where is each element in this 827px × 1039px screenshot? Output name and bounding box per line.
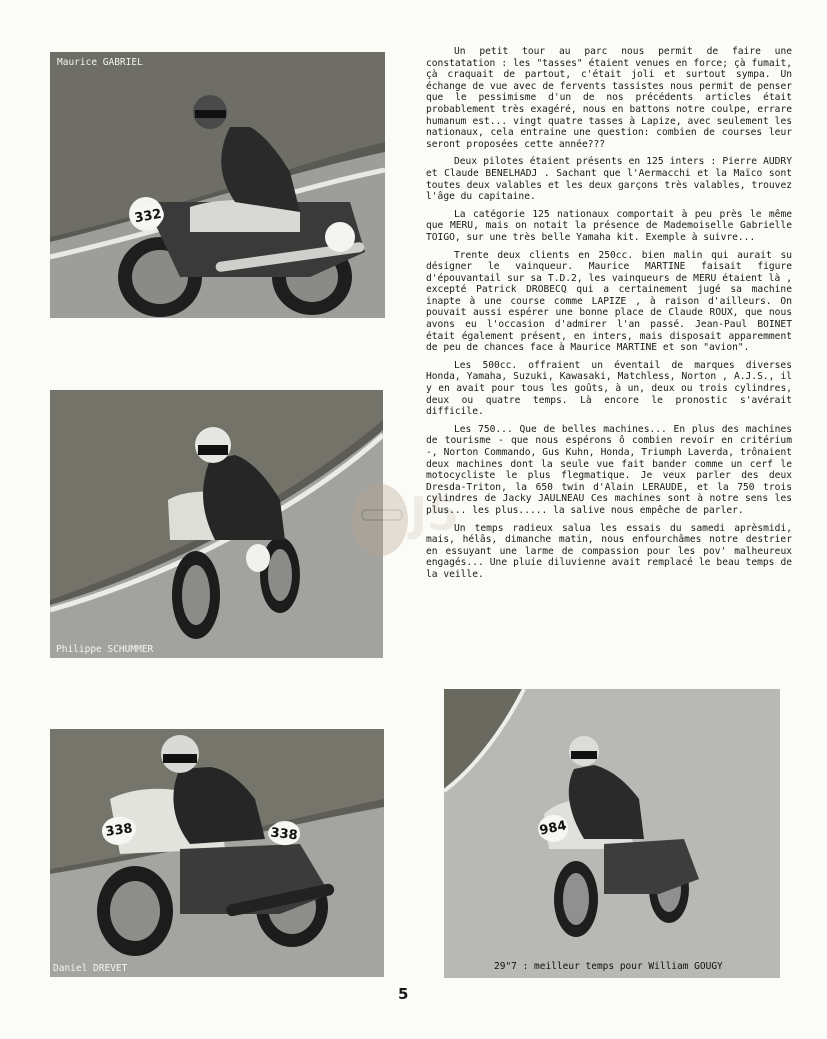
article-paragraph: Trente deux clients en 250cc. bien malin qui aurait su désigner le vainqueur. Maurice MARTINE faisait figure d'épouvantail sur sa T.D.2, les vainqueurs de MERU étaient là , excepté Patrick DROBECQ qui a certainement jugé sa machine inapte à une course comme LAPIZE , à raison d'ailleurs. On pouvait aussi espérer une bonne place de Claude ROUX, que nous avons eu l'occasion d'admirer l'an passé. Jean-Paul BOINET était également présent, en inters, mais disposait apparemment de peu de chances face à Maurice MARTINE et son "avion". bbox=[426, 249, 792, 354]
photo-philippe-schummer bbox=[50, 390, 383, 658]
page-number: 5 bbox=[398, 985, 409, 1003]
photo-caption: Daniel DREVET bbox=[53, 963, 128, 974]
photo-maurice-gabriel bbox=[50, 52, 385, 318]
article-paragraph: Un temps radieux salua les essais du samedi aprèsmidi, mais, hélâs, dimanche matin, nous enfourchâmes notre destrier en essuyant une larme de compassion pour les pov' malheureux engagés... Une pluie diluvienne avait remplacé le beau temps de la veille. bbox=[426, 522, 792, 580]
motorcycle-photo-image bbox=[50, 729, 384, 977]
article-paragraph: Un petit tour au parc nous permit de faire une constatation : les "tasses" étaient venues en force; çà fumait, çà craquait de partout, c'était joli et surtout sympa. Un échange de vue avec de fervents tassistes nous permit de penser que le pessimisme d'un de nos précédents articles était probablement très exagéré, nous en battons notre coulpe, errare humanum est... vingt quatre tasses à Lapize, avec seulement les nationaux, cela entraine une question: combien de courses leur seront proposées cette année??? bbox=[426, 46, 792, 150]
svg-text:J5: J5 bbox=[410, 487, 460, 541]
photo-william-gougy bbox=[444, 689, 780, 978]
article-paragraph: Les 500cc. offraient un éventail de marques diverses Honda, Yamaha, Suzuki, Kawasaki, Matchless, Norton , A.J.S., il y en avait pour tous les goûts, à un, deux ou trois cylindres, deux ou quatre temps. Là encore le pronostic s'avérait difficile. bbox=[426, 359, 792, 418]
article-paragraph: Deux pilotes étaient présents en 125 inters : Pierre AUDRY et Claude BENELHADJ . Sachant que l'Aermacchi et la Maïco sont toutes deux valables et les deux garçons très valables, trouvez l'âge du capitaine. bbox=[426, 156, 792, 203]
motorcycle-photo-image bbox=[50, 52, 385, 318]
race-number-plate: 338 bbox=[267, 821, 301, 846]
race-number-plate: 338 bbox=[100, 815, 137, 845]
article-paragraph: La catégorie 125 nationaux comportait à peu près le même que MERU, mais on notait la présence de Mademoiselle Gabrielle TOIGO, sur une très belle Yamaha kit. Exemple à suivre... bbox=[426, 208, 792, 243]
motorcycle-photo-image bbox=[444, 689, 780, 978]
photo-caption: 29"7 : meilleur temps pour William GOUGY bbox=[494, 961, 723, 972]
photo-daniel-drevet bbox=[50, 729, 384, 977]
article-body bbox=[426, 46, 792, 587]
photo-caption: Philippe SCHUMMER bbox=[56, 644, 154, 655]
motorcycle-photo-image bbox=[50, 390, 383, 658]
race-number-plate: 332 bbox=[130, 201, 166, 230]
photo-caption: Maurice GABRIEL bbox=[57, 57, 143, 68]
race-number-plate: 984 bbox=[536, 812, 571, 844]
article-paragraph: Les 750... Que de belles machines... En plus des machines de tourisme - que nous espérons ô combien revoir en critérium -, Norton Commando, Gus Kuhn, Honda, Triumph Laverda, trônaient deux machines dont la seule vue fait bander comme un cerf le motocycliste le plus flegmatique. Je veux parler des deux Dresda-Triton, la 650 twin d'Alain LERAUDE, et la 750 trois cylindres de Jacky JAULNEAU Ces machines sont à notre sens les plus... les plus..... la salive nous empêche de parler. bbox=[426, 423, 792, 516]
